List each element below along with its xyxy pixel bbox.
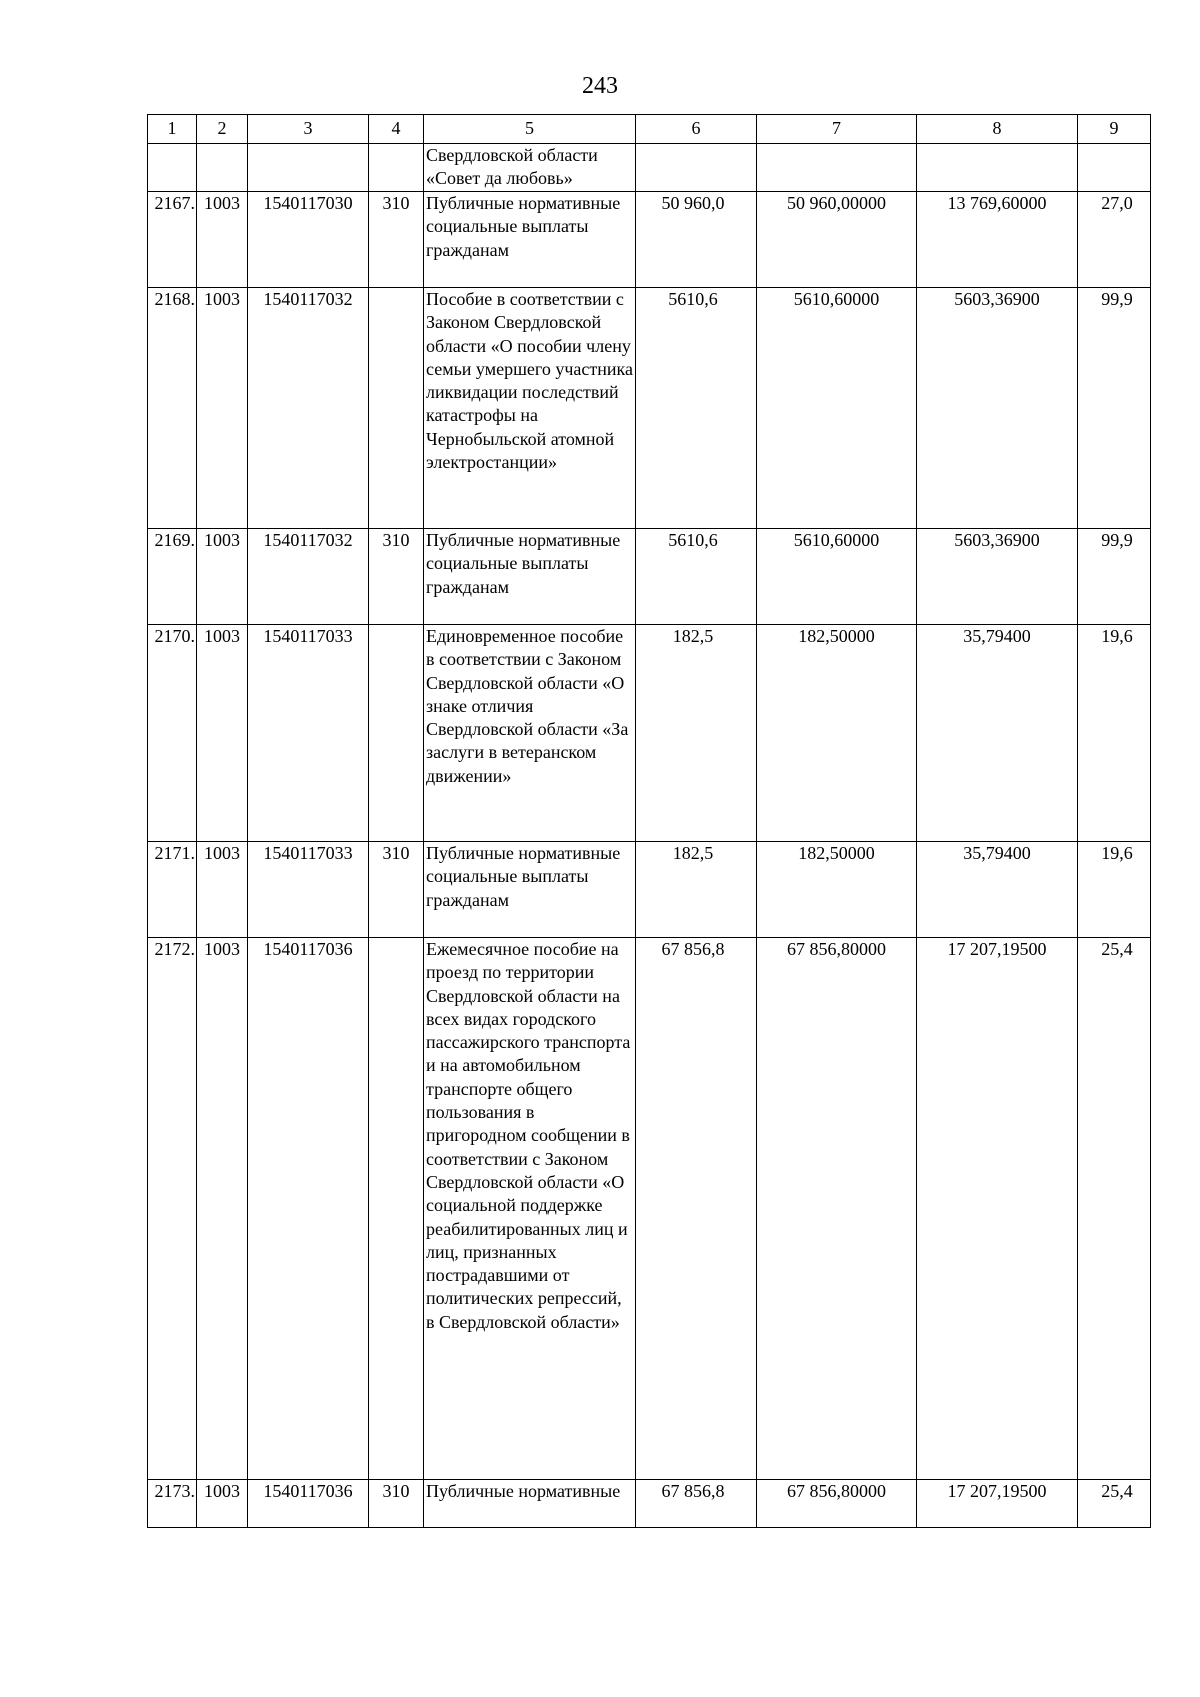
executed-amount-cell: 35,79400 [917,842,1078,938]
section-code-cell: 1003 [197,842,248,938]
approved-amount-cell: 5610,6 [636,529,757,625]
refined-amount-cell: 50 960,00000 [757,192,917,288]
target-article-cell: 1540117036 [248,1480,369,1528]
target-article-cell: 1540117032 [248,529,369,625]
approved-amount-cell [636,144,757,192]
executed-amount-cell: 5603,36900 [917,529,1078,625]
executed-amount-cell [917,144,1078,192]
approved-amount-cell: 182,5 [636,842,757,938]
percent-cell: 99,9 [1078,288,1151,529]
target-article-cell [248,144,369,192]
page-number: 243 [582,73,618,99]
approved-amount-cell: 50 960,0 [636,192,757,288]
header-cell: 9 [1078,115,1151,144]
header-cell: 5 [424,115,636,144]
header-cell: 6 [636,115,757,144]
row-number-cell: 2168. [148,288,197,529]
row-number-cell: 2169. [148,529,197,625]
executed-amount-cell: 13 769,60000 [917,192,1078,288]
percent-cell: 19,6 [1078,842,1151,938]
executed-amount-cell: 17 207,19500 [917,1480,1078,1528]
row-number-cell [148,144,197,192]
target-article-cell: 1540117033 [248,842,369,938]
approved-amount-cell: 5610,6 [636,288,757,529]
expense-type-cell: 310 [369,1480,424,1528]
approved-amount-cell: 182,5 [636,625,757,842]
refined-amount-cell: 182,50000 [757,842,917,938]
target-article-cell: 1540117030 [248,192,369,288]
table-header-row [148,115,1151,144]
percent-cell: 25,4 [1078,1480,1151,1528]
description-cell: Публичные нормативные социальные выплаты гражданам [424,529,636,625]
table-row [148,144,1151,192]
expense-type-cell [369,288,424,529]
refined-amount-cell: 5610,60000 [757,288,917,529]
target-article-cell: 1540117032 [248,288,369,529]
percent-cell: 25,4 [1078,938,1151,1480]
expense-type-cell [369,938,424,1480]
section-code-cell: 1003 [197,625,248,842]
description-cell: Ежемесячное пособие на проезд по территории Свердловской области на всех видах городского пассажирского транспорта и на автомобильном транспорте общего пользования в пригородном сообщении в соответствии с Законом Свердловской области «О социальной поддержке реабилитированных лиц и лиц, признанных пострадавшими от политических репрессий, в Свердловской области» [424,938,636,1480]
target-article-cell: 1540117033 [248,625,369,842]
table-row [148,625,1151,842]
table-row [148,938,1151,1480]
row-number-cell: 2170. [148,625,197,842]
expense-type-cell: 310 [369,529,424,625]
executed-amount-cell: 35,79400 [917,625,1078,842]
description-cell: Публичные нормативные социальные выплаты гражданам [424,842,636,938]
percent-cell: 19,6 [1078,625,1151,842]
expense-type-cell [369,144,424,192]
approved-amount-cell: 67 856,8 [636,938,757,1480]
section-code-cell: 1003 [197,288,248,529]
approved-amount-cell: 67 856,8 [636,1480,757,1528]
table-row [148,192,1151,288]
description-cell: Единовременное пособие в соответствии с Законом Свердловской области «О знаке отличия Свердловской области «За заслуги в ветеранском движении» [424,625,636,842]
refined-amount-cell [757,144,917,192]
table-row [148,288,1151,529]
row-number-cell: 2171. [148,842,197,938]
expense-type-cell: 310 [369,842,424,938]
section-code-cell: 1003 [197,192,248,288]
header-cell: 7 [757,115,917,144]
header-cell: 2 [197,115,248,144]
percent-cell: 99,9 [1078,529,1151,625]
refined-amount-cell: 182,50000 [757,625,917,842]
executed-amount-cell: 5603,36900 [917,288,1078,529]
header-cell: 4 [369,115,424,144]
section-code-cell [197,144,248,192]
target-article-cell: 1540117036 [248,938,369,1480]
section-code-cell: 1003 [197,938,248,1480]
header-cell: 8 [917,115,1078,144]
header-cell: 3 [248,115,369,144]
section-code-cell: 1003 [197,529,248,625]
percent-cell [1078,144,1151,192]
description-cell: Пособие в соответствии с Законом Свердловской области «О пособии члену семьи умершего участника ликвидации последствий катастрофы на Чернобыльской атомной электростанции» [424,288,636,529]
description-cell: Публичные нормативные социальные выплаты гражданам [424,192,636,288]
description-cell: Публичные нормативные [424,1480,636,1528]
refined-amount-cell: 67 856,80000 [757,938,917,1480]
table-row [148,842,1151,938]
description-cell: Свердловской области «Совет да любовь» [424,144,636,192]
refined-amount-cell: 5610,60000 [757,529,917,625]
row-number-cell: 2172. [148,938,197,1480]
expense-type-cell: 310 [369,192,424,288]
row-number-cell: 2167. [148,192,197,288]
expense-type-cell [369,625,424,842]
header-cell: 1 [148,115,197,144]
section-code-cell: 1003 [197,1480,248,1528]
refined-amount-cell: 67 856,80000 [757,1480,917,1528]
percent-cell: 27,0 [1078,192,1151,288]
table-row [148,529,1151,625]
budget-table [147,114,1151,1528]
row-number-cell: 2173. [148,1480,197,1528]
table-row [148,1480,1151,1528]
executed-amount-cell: 17 207,19500 [917,938,1078,1480]
